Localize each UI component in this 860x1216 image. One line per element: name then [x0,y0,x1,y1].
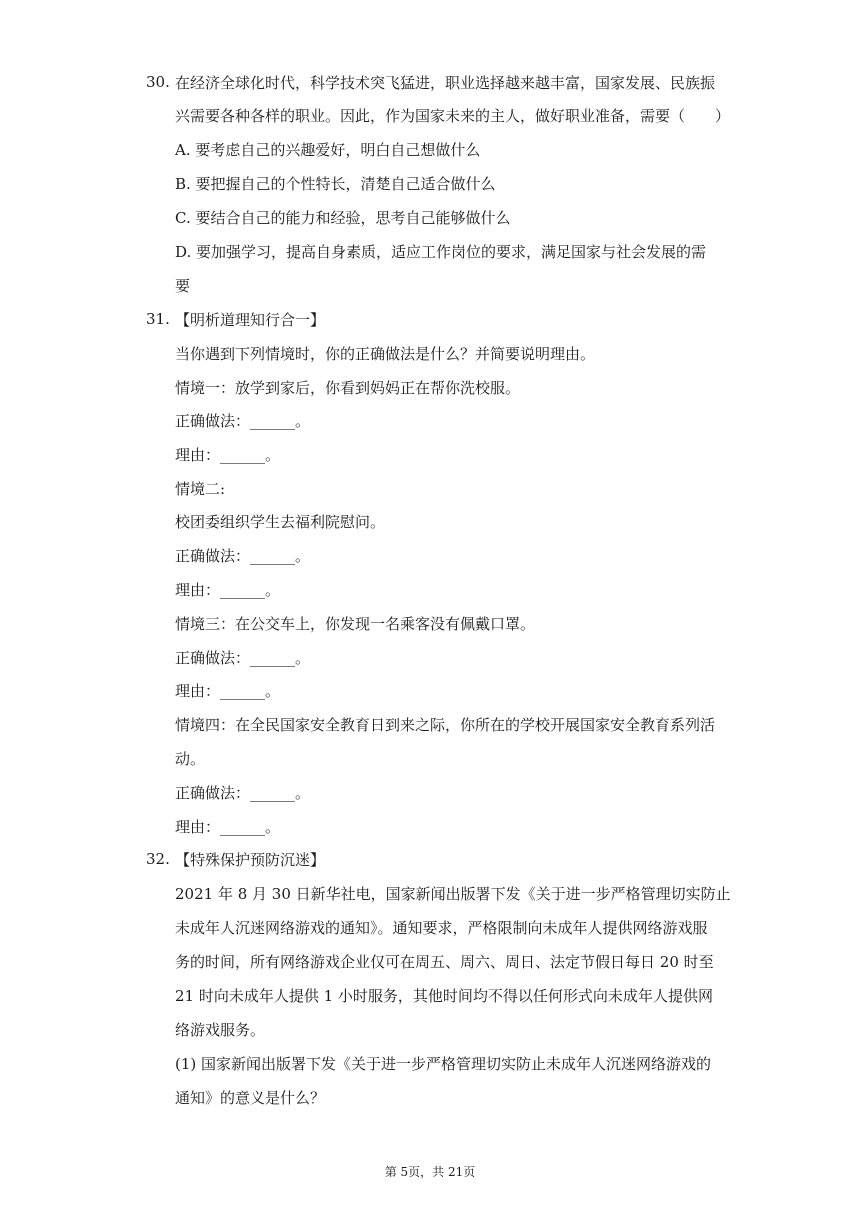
option-a: A. 要考虑自己的兴趣爱好，明白自己想做什么 [175,141,481,159]
question-line: 当你遇到下列情境时，你的正确做法是什么？并简要说明理由。 [175,345,596,363]
page-footer: 第 5页，共 21页 [384,1165,476,1179]
question-title: 【特殊保护预防沉迷】 [175,851,326,869]
question-line: 情境一：放学到家后，你看到妈妈正在帮你洗校服。 [175,379,521,397]
question-line: 情境二: [175,480,226,498]
question-line: 正确做法：______。 [175,547,311,565]
question-number: 31. [146,310,170,328]
question-line: 校团委组织学生去福利院慰问。 [175,513,386,531]
sub-question-1-continued: 通知》的意义是什么？ [175,1089,326,1107]
question-line: 络游戏服务。 [175,1021,266,1039]
question-title: 【明析道理知行合一】 [175,311,326,329]
question-line: 情境三：在公交车上，你发现一名乘客没有佩戴口罩。 [175,615,536,633]
question-line: 21 时向未成年人提供 1 小时服务，其他时间均不得以任何形式向未成年人提供网 [175,987,713,1005]
option-d: D. 要加强学习，提高自身素质，适应工作岗位的要求，满足国家与社会发展的需 [175,243,707,261]
question-stem-line: 兴需要各种各样的职业。因此，作为国家未来的主人，做好职业准备，需要（ ） [175,107,731,125]
question-line: 2021 年 8 月 30 日新华社电，国家新闻出版署下发《关于进一步严格管理切实防止 [175,885,731,903]
question-number: 32. [146,850,170,868]
option-b: B. 要把握自己的个性特长，清楚自己适合做什么 [175,175,496,193]
question-line: 未成年人沉迷网络游戏的通知》。通知要求，严格限制向未成年人提供网络游戏服 [175,919,708,937]
question-line: 正确做法：______。 [175,784,311,802]
question-line: 理由：______。 [175,581,281,599]
question-line: 正确做法：______。 [175,412,311,430]
question-line: 务的时间，所有网络游戏企业仅可在周五、周六、周日、法定节假日每日 20 时至 [175,953,714,971]
question-line: 理由：______。 [175,682,281,700]
question-line: 动。 [175,750,206,768]
question-stem-line: 在经济全球化时代，科学技术突飞猛进，职业选择越来越丰富，国家发展、民族振 [175,74,716,92]
question-line: 情境四：在全民国家安全教育日到来之际，你所在的学校开展国家安全教育系列活 [175,716,716,734]
question-line: 理由：______。 [175,446,281,464]
option-d-continued: 要 [175,277,191,295]
question-number: 30. [146,73,170,91]
question-line: 正确做法：______。 [175,649,311,667]
question-line: 理由：______。 [175,818,281,836]
option-c: C. 要结合自己的能力和经验，思考自己能够做什么 [175,209,511,227]
sub-question-1: (1) 国家新闻出版署下发《关于进一步严格管理切实防止未成年人沉迷网络游戏的 [175,1055,712,1073]
